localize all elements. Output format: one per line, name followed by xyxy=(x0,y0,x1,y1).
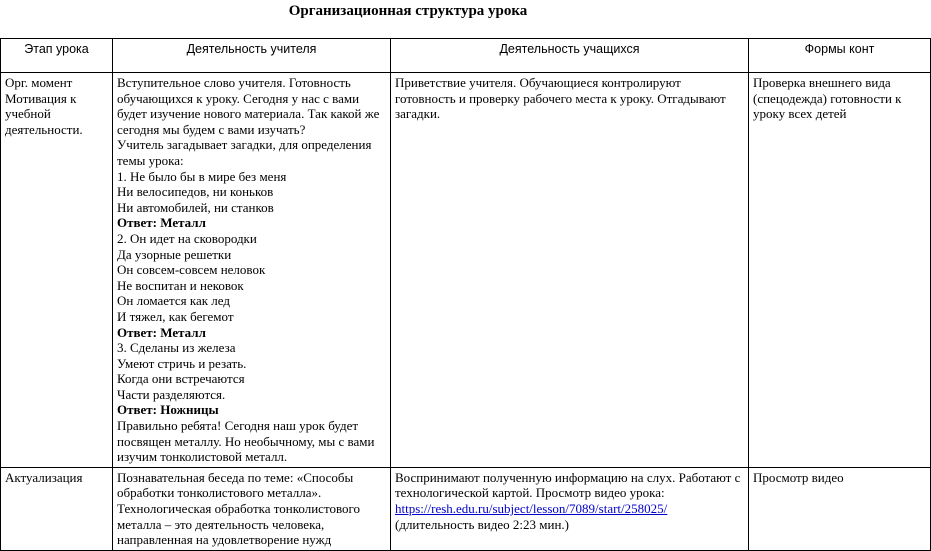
control-cell: Просмотр видео xyxy=(749,467,931,550)
header-control-forms: Формы конт xyxy=(749,39,931,73)
teacher-text-line: Когда они встречаются xyxy=(117,371,245,387)
header-teacher-activity: Деятельность учителя xyxy=(113,39,391,73)
header-stage: Этап урока xyxy=(1,39,113,73)
teacher-text-line: 3. Сделаны из железа xyxy=(117,340,236,356)
control-cell: Проверка внешнего вида (спецодежда) готовности к уроку всех детей xyxy=(749,73,931,468)
document-title: Организационная структура урока xyxy=(288,3,528,19)
table-header-row xyxy=(1,39,931,73)
stage-cell xyxy=(1,73,113,468)
teacher-text-line: Вступительное слово учителя. Готовность обучающихся к уроку. Сегодня у нас с вами будет изучение нового материала. Так какой же сегодня мы будем с вами изучать? xyxy=(117,75,380,137)
teacher-text-line: Он совсем-совсем неловок xyxy=(117,262,266,278)
student-activity-cell: Приветствие учителя. Обучающиеся контролируют готовность и проверку рабочего места к уроку. Отгадывают загадки. xyxy=(391,73,749,468)
student-activity-text: Воспринимают полученную информацию на слух. Работают с технологической картой. Просмотр видео урока: xyxy=(395,469,741,501)
header-student-activity: Деятельность учащихся xyxy=(391,39,749,73)
teacher-text-line: Не воспитан и нековок xyxy=(117,277,244,293)
stage-cell xyxy=(1,467,113,550)
teacher-text-line: Части разделяются. xyxy=(117,386,226,402)
teacher-activity-cell xyxy=(113,467,391,550)
table-row xyxy=(1,73,931,468)
teacher-text-line: 2. Он идет на сковородки xyxy=(117,230,257,246)
riddle-answer: Ответ: Металл xyxy=(117,324,206,340)
teacher-activity-cell xyxy=(113,73,391,468)
riddle-answer: Ответ: Металл xyxy=(117,215,206,231)
student-activity-cell xyxy=(391,467,749,550)
stage-line: Актуализация xyxy=(5,469,83,485)
lesson-structure-table xyxy=(0,38,931,551)
teacher-text-line: Правильно ребята! Сегодня наш урок будет посвящен металлу. Но необычному, мы с вами изучим тонколистовой металл. xyxy=(117,418,375,465)
teacher-text-line: Учитель загадывает загадки, для определения темы урока: xyxy=(117,137,372,168)
teacher-text-line: Умеют стричь и резать. xyxy=(117,355,247,371)
stage-line: Орг. момент xyxy=(5,75,73,90)
teacher-text-line: И тяжел, как бегемот xyxy=(117,308,234,324)
stage-line: Мотивация к учебной деятельности. xyxy=(5,90,83,137)
teacher-text-line: Да узорные решетки xyxy=(117,246,232,262)
teacher-text-line: Познавательная беседа по теме: «Способы обработки тонколистового металла». Технологическая обработка тонколистового металла – это деятельность человека, направленная на удовлетворение нужд xyxy=(117,469,361,548)
video-lesson-link[interactable]: https://resh.edu.ru/subject/lesson/7089/start/258025/ xyxy=(395,501,668,517)
teacher-text-line: Ни автомобилей, ни станков xyxy=(117,199,274,215)
teacher-text-line: Ни велосипедов, ни коньков xyxy=(117,184,274,200)
student-activity-text-end: (длительность видео 2:23 мин.) xyxy=(395,516,569,532)
teacher-text-line: 1. Не было бы в мире без меня xyxy=(117,168,287,184)
teacher-text-line: Он ломается как лед xyxy=(117,293,231,309)
riddle-answer: Ответ: Ножницы xyxy=(117,402,219,418)
table-row xyxy=(1,467,931,550)
